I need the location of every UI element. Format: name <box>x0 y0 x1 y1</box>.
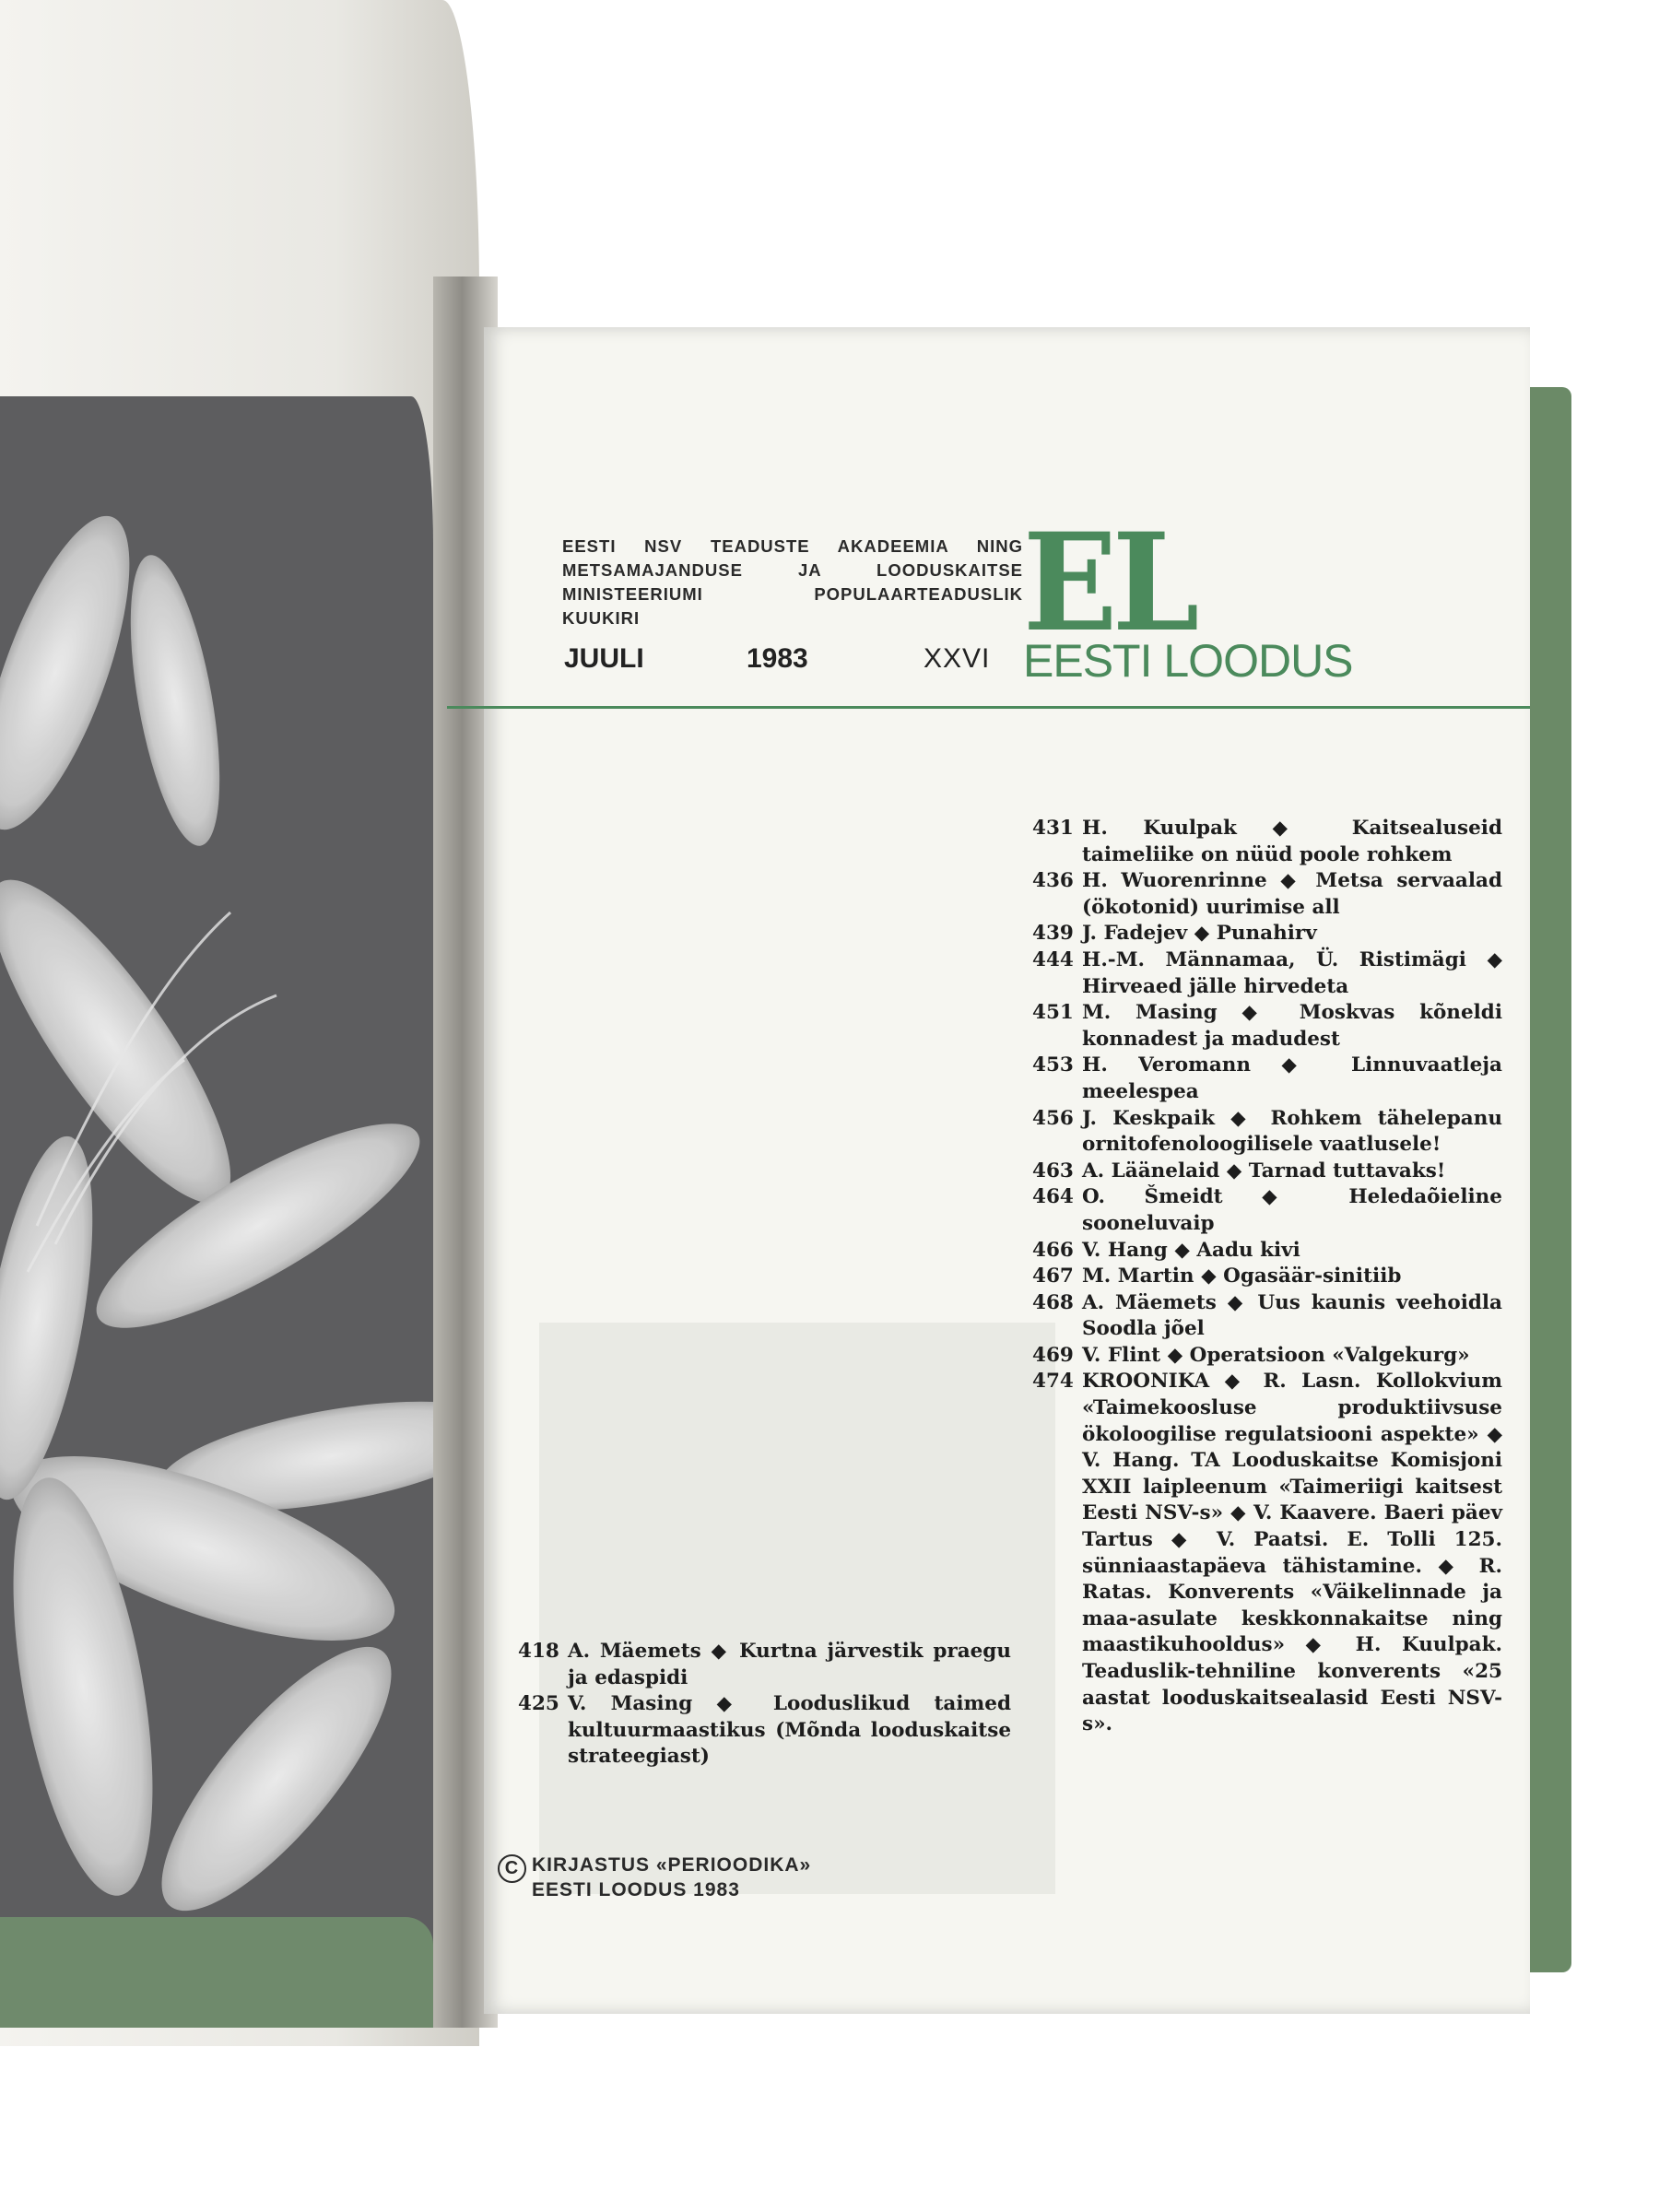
article-title: Kaitsealuseid taimeliike on nüüd poole rohkem <box>1082 817 1502 866</box>
page-number: 464 <box>1032 1185 1074 1209</box>
author: M. Martin <box>1082 1265 1194 1288</box>
page-number: 468 <box>1032 1290 1074 1314</box>
article-title: Punahirv <box>1216 922 1317 946</box>
author: V. Masing <box>568 1692 693 1716</box>
toc-entry <box>518 1691 1011 1771</box>
masthead-line: MINISTEERIUMI POPULAARTEADUSLIK <box>562 584 1023 604</box>
page-number: 439 <box>1032 922 1074 946</box>
diamond-icon: ◆ <box>711 1640 730 1663</box>
toc-entry <box>1032 1106 1502 1159</box>
article-title: Operatsioon «Valgekurg» <box>1189 1343 1470 1367</box>
toc-entry <box>1032 1000 1502 1053</box>
page-number: 431 <box>1032 817 1074 840</box>
article-title: R. Lasn. Kollokvium «Taimekoosluse produktiivsuse ökoloogilise regulatsiooni aspekte» ◆ V. Hang. TA Looduskaitse Komisjoni XXII laipleenum «Taimeriigi kaitsest Eesti NSV-s» ◆ V. Kaavere. Baeri päev Tartus ◆ V. Paatsi. E. Tolli 125. sünniaastapäeva tähistamine. ◆ R. Ratas. Konverents «Väikelinnade ja maa-asulate keskkonnakaitse ning maastikuhooldus» ◆ H. Kuulpak. Teaduslik-tehniline konverents «25 aastat looduskaitsealasid Eesti NSV-s». <box>1082 1370 1502 1736</box>
author: V. Flint <box>1082 1343 1161 1367</box>
author: H. Wuorenrinne <box>1082 869 1267 893</box>
toc-entry <box>518 1639 1011 1691</box>
toc-entry <box>1032 1369 1502 1737</box>
author: V. Hang <box>1082 1238 1168 1262</box>
toc-entry <box>1032 1290 1502 1343</box>
author: H. Veromann <box>1082 1053 1252 1077</box>
page-number: 451 <box>1032 1001 1074 1025</box>
page-number: 453 <box>1032 1053 1074 1077</box>
toc-entry <box>1032 1159 1502 1185</box>
diamond-icon: ◆ <box>1194 922 1210 946</box>
logo: EL <box>1023 504 1194 662</box>
author: H.-M. Männamaa, Ü. Ristimägi <box>1082 947 1466 971</box>
author: M. Masing <box>1082 1001 1218 1025</box>
author: J. Keskpaik <box>1082 1106 1216 1130</box>
page-number: 425 <box>518 1692 559 1716</box>
diamond-icon: ◆ <box>1272 817 1317 840</box>
toc-entry <box>1032 1264 1502 1290</box>
page-number: 444 <box>1032 947 1074 971</box>
contents-left <box>518 1639 1011 1771</box>
toc-entry <box>1032 1238 1502 1265</box>
article-title: Heledaõieline sooneluvaip <box>1082 1185 1502 1235</box>
article-title: Tarnad tuttavaks! <box>1248 1159 1446 1182</box>
article-title: Aadu kivi <box>1196 1238 1300 1262</box>
toc-entry <box>1032 816 1502 868</box>
toc-entry <box>1032 868 1502 921</box>
article-title: Uus kaunis veehoidla Soodla jõel <box>1082 1290 1502 1341</box>
author: A. Läänelaid <box>1082 1159 1220 1182</box>
author: KROONIKA <box>1082 1370 1210 1394</box>
author: A. Mäemets <box>1082 1290 1217 1314</box>
page-number: 474 <box>1032 1370 1074 1394</box>
contents-right <box>1032 816 1502 1738</box>
diamond-icon: ◆ <box>1241 1001 1276 1025</box>
diamond-icon: ◆ <box>1281 1053 1321 1077</box>
copyright-block <box>504 1853 812 1902</box>
show-through-text <box>539 1323 1055 1894</box>
copyright-text: EESTI LOODUS 1983 <box>532 1879 740 1900</box>
toc-entry <box>1032 947 1502 1000</box>
diamond-icon: ◆ <box>1227 1290 1247 1314</box>
article-title: Ogasäär-sinitiib <box>1223 1265 1402 1288</box>
article-title: Looduslikud taimed kultuurmaastikus (Mõnda looduskaitse strateegiast) <box>568 1692 1011 1769</box>
masthead-line: KUUKIRI <box>562 608 641 628</box>
toc-entry <box>1032 1343 1502 1370</box>
article-title: Kurtna järvestik praegu ja edaspidi <box>568 1640 1011 1689</box>
page-number: 463 <box>1032 1159 1074 1182</box>
masthead-line: EESTI NSV TEADUSTE AKADEEMIA NING <box>562 536 1023 556</box>
diamond-icon: ◆ <box>1224 1370 1249 1394</box>
diamond-icon: ◆ <box>1487 947 1502 971</box>
diamond-icon: ◆ <box>1167 1343 1183 1367</box>
diamond-icon: ◆ <box>1262 1185 1310 1209</box>
masthead-line: METSAMAJANDUSE JA LOODUSKAITSE <box>562 560 1023 580</box>
magazine-title: EESTI LOODUS <box>1023 635 1353 687</box>
article-title: Hirveaed jälle hirvedeta <box>1082 974 1349 998</box>
header-rule <box>447 706 1530 709</box>
toc-entry <box>1032 1184 1502 1237</box>
masthead-publisher <box>562 535 1023 630</box>
copyright-icon: C <box>498 1854 526 1883</box>
issue-year: 1983 <box>747 643 808 674</box>
article-title: Rohkem tähelepanu ornitofenoloogilisele vaatlusele! <box>1082 1106 1502 1157</box>
publisher: KIRJASTUS «PERIOODIKA» <box>532 1854 812 1876</box>
author: H. Kuulpak <box>1082 817 1237 840</box>
diamond-icon: ◆ <box>1226 1159 1242 1182</box>
author: O. Šmeidt <box>1082 1185 1223 1209</box>
issue-volume: XXVI <box>924 643 991 674</box>
flower-photo <box>0 396 433 2009</box>
page-number: 418 <box>518 1640 559 1663</box>
page-number: 469 <box>1032 1343 1074 1367</box>
diamond-icon: ◆ <box>1174 1238 1190 1262</box>
page-number: 456 <box>1032 1106 1074 1130</box>
diamond-icon: ◆ <box>1230 1106 1255 1130</box>
diamond-icon: ◆ <box>1201 1265 1217 1288</box>
page-number: 436 <box>1032 869 1074 893</box>
page-number: 466 <box>1032 1238 1074 1262</box>
diamond-icon: ◆ <box>1280 869 1302 893</box>
author: A. Mäemets <box>568 1640 701 1663</box>
toc-entry <box>1032 1053 1502 1105</box>
page-number: 467 <box>1032 1265 1074 1288</box>
diamond-icon: ◆ <box>716 1692 749 1716</box>
article-title: Moskvas kõneldi konnadest ja madudest <box>1082 1001 1502 1051</box>
article-title: Metsa servaalad (ökotonid) uurimise all <box>1082 869 1502 919</box>
issue-month: JUULI <box>564 643 644 674</box>
cover-edge-left <box>0 1917 433 2028</box>
article-title: Linnuvaatleja meelespea <box>1082 1053 1502 1103</box>
toc-entry <box>1032 921 1502 947</box>
author: J. Fadejev <box>1082 922 1188 946</box>
